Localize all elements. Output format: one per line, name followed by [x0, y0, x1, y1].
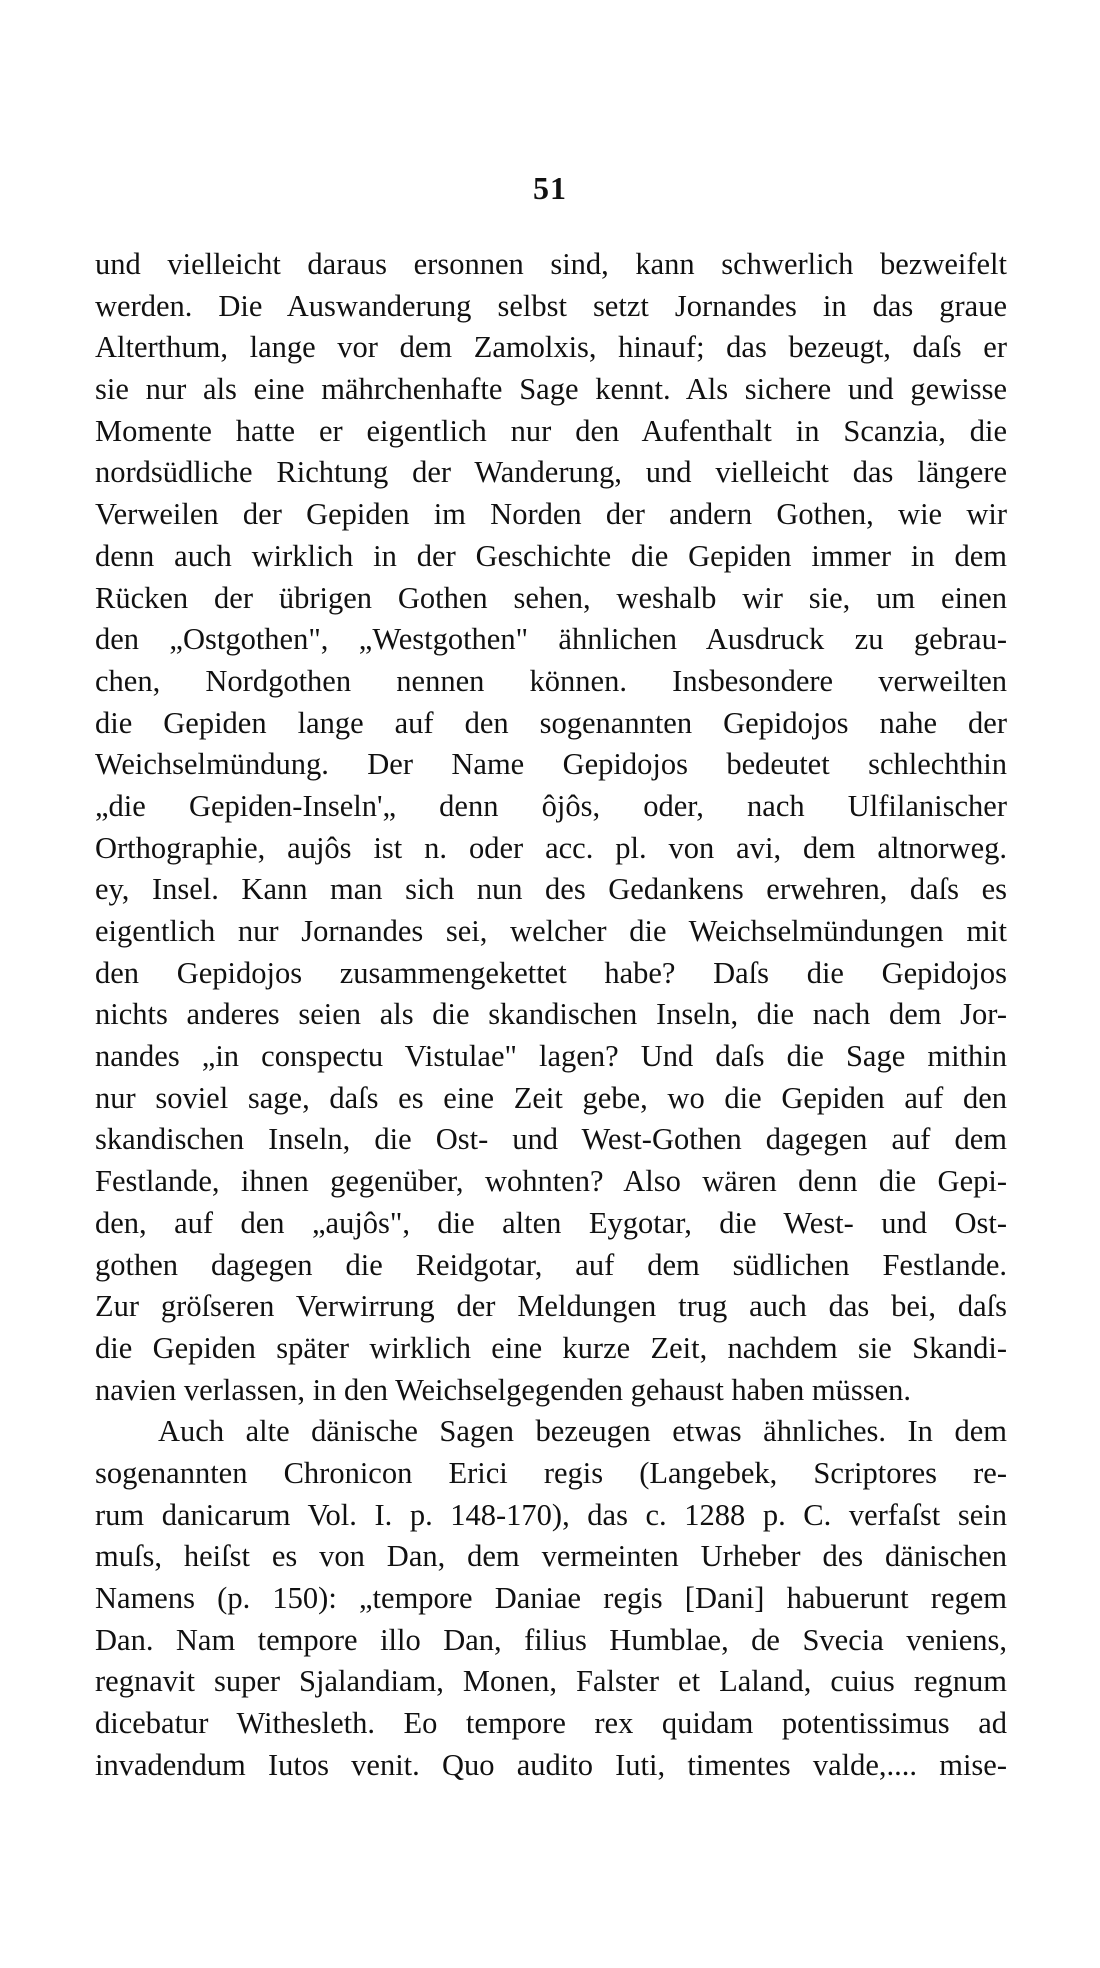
text-line-14: „die Gepiden-Inseln'„ denn ôjôs, oder, nach Ulfilanischer — [95, 788, 1007, 823]
page-number: 51 — [533, 170, 567, 206]
text-line-9: Rücken der übrigen Gothen sehen, weshalb wir sie, um einen — [95, 580, 1007, 615]
text-line-8: denn auch wirklich in der Geschichte die Gepiden immer in dem — [95, 538, 1007, 573]
text-line-5: Momente hatte er eigentlich nur den Aufenthalt in Scanzia, die — [95, 413, 1007, 448]
text-line-26: Zur gröſseren Verwirrung der Meldungen trug auch das bei, daſs — [95, 1289, 1007, 1324]
text-line-32: muſs, heiſst es von Dan, dem vermeinten Urheber des dänischen — [95, 1539, 1007, 1574]
text-line-10: den „Ostgothen", „Westgothen" ähnlichen Ausdruck zu gebrau- — [95, 622, 1007, 657]
text-line-13: Weichselmündung. Der Name Gepidojos bedeutet schlechthin — [95, 747, 1007, 782]
text-line-33: Namens (p. 150): „tempore Daniae regis [Dani] habuerunt regem — [95, 1581, 1007, 1615]
text-line-34: Dan. Nam tempore illo Dan, filius Humblae, de Svecia veniens, — [95, 1622, 1007, 1657]
text-line-11: chen, Nordgothen nennen können. Insbesondere verweilten — [95, 663, 1007, 698]
text-line-4: sie nur als eine mährchenhafte Sage kennt. Als sichere und gewisse — [95, 372, 1007, 407]
text-line-23: Festlande, ihnen gegenüber, wohnten? Also wären denn die Gepi- — [95, 1164, 1007, 1199]
text-line-30: sogenannten Chronicon Erici regis (Langebek, Scriptores re- — [95, 1455, 1007, 1490]
text-line-24: den, auf den „aujôs", die alten Eygotar, die West- und Ost- — [95, 1205, 1007, 1240]
text-line-3: Alterthum, lange vor dem Zamolxis, hinauf; das bezeugt, daſs er — [95, 330, 1007, 365]
text-line-15: Orthographie, aujôs ist n. oder acc. pl. von avi, dem altnorweg. — [95, 830, 1007, 865]
text-line-2: werden. Die Auswanderung selbst setzt Jornandes in das graue — [95, 288, 1007, 323]
text-line-29: Auch alte dänische Sagen bezeugen etwas ähnliches. In dem — [158, 1414, 1007, 1449]
text-line-27: die Gepiden später wirklich eine kurze Zeit, nachdem sie Skandi- — [95, 1330, 1007, 1365]
text-line-17: eigentlich nur Jornandes sei, welcher die Weichselmündungen mit — [95, 914, 1007, 948]
text-line-12: die Gepiden lange auf den sogenannten Gepidojos nahe der — [95, 705, 1007, 740]
text-line-22: skandischen Inseln, die Ost- und West-Gothen dagegen auf dem — [95, 1122, 1007, 1157]
text-line-31: rum danicarum Vol. I. p. 148-170), das c. 1288 p. C. verfaſst sein — [95, 1497, 1007, 1532]
text-line-36: dicebatur Withesleth. Eo tempore rex quidam potentissimus ad — [95, 1706, 1007, 1741]
text-line-1: und vielleicht daraus ersonnen sind, kann schwerlich bezweifelt — [95, 247, 1007, 281]
text-line-18: den Gepidojos zusammengekettet habe? Daſs die Gepidojos — [95, 955, 1007, 990]
text-line-7: Verweilen der Gepiden im Norden der andern Gothen, wie wir — [95, 497, 1007, 532]
text-line-21: nur soviel sage, daſs es eine Zeit gebe, wo die Gepiden auf den — [95, 1080, 1007, 1115]
text-line-25: gothen dagegen die Reidgotar, auf dem südlichen Festlande. — [95, 1247, 1007, 1282]
text-line-19: nichts anderes seien als die skandischen Inseln, die nach dem Jor- — [95, 997, 1007, 1032]
text-line-28: navien verlassen, in den Weichselgegenden gehaust haben müssen. — [95, 1372, 911, 1407]
text-line-35: regnavit super Sjalandiam, Monen, Falster et Laland, cuius regnum — [95, 1664, 1007, 1699]
text-line-16: ey, Insel. Kann man sich nun des Gedankens erwehren, daſs es — [95, 872, 1007, 907]
text-line-37: invadendum Iutos venit. Quo audito Iuti, timentes valde,.... mise- — [95, 1747, 1007, 1782]
text-line-20: nandes „in conspectu Vistulae" lagen? Und daſs die Sage mithin — [95, 1039, 1007, 1074]
text-line-6: nordsüdliche Richtung der Wanderung, und vielleicht das längere — [95, 455, 1007, 490]
body-text — [95, 244, 1007, 1786]
